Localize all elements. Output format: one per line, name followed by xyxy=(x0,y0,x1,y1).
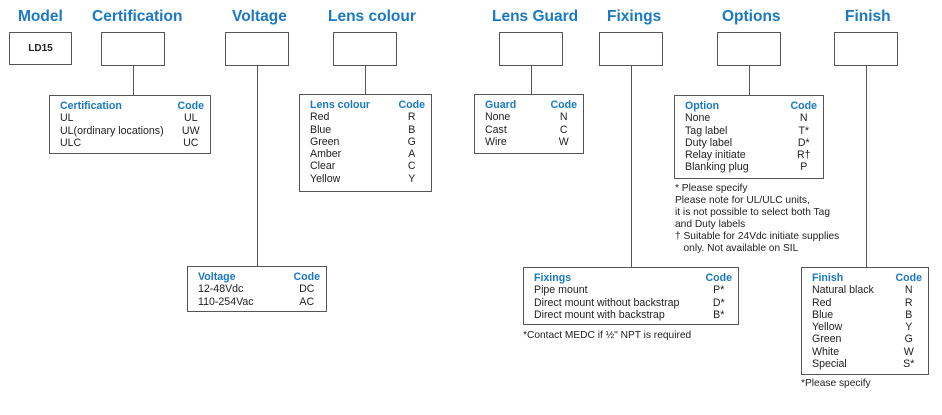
row-label: Natural black xyxy=(812,284,874,297)
table-row xyxy=(534,309,732,321)
note-line: and Duty labels xyxy=(675,219,746,230)
options-notes xyxy=(675,183,839,255)
lens-colour-connector xyxy=(365,66,366,94)
row-code: R xyxy=(904,296,913,309)
table-row xyxy=(812,309,922,321)
table-row xyxy=(310,111,425,123)
row-label: Red xyxy=(310,111,330,124)
table-row xyxy=(310,173,425,185)
column-header-code: Code xyxy=(177,100,204,112)
lens-guard-table xyxy=(474,94,584,154)
row-code: C xyxy=(407,160,416,173)
row-label: White xyxy=(812,345,840,358)
column-header-code: Code xyxy=(398,99,425,111)
table-row xyxy=(534,284,732,296)
row-code: UL xyxy=(183,112,198,125)
lens-colour-code-box[interactable] xyxy=(333,32,397,66)
header-model: Model xyxy=(18,8,63,25)
row-code: DC xyxy=(299,283,315,296)
column-header-name: Certification xyxy=(60,100,122,112)
row-label: Clear xyxy=(310,160,336,173)
certification-table xyxy=(49,95,211,154)
header-finish: Finish xyxy=(845,8,891,25)
row-label: Green xyxy=(310,135,340,148)
header-lens-colour: Lens colour xyxy=(328,8,416,25)
options-connector xyxy=(749,66,750,95)
row-code: N xyxy=(904,284,913,297)
table-row xyxy=(485,111,577,123)
table-row xyxy=(534,297,732,309)
fixings-note: *Contact MEDC if ½" NPT is required xyxy=(523,330,692,341)
table-header xyxy=(198,271,320,283)
row-code: G xyxy=(904,333,913,346)
row-code: UW xyxy=(181,124,200,137)
voltage-code-box[interactable] xyxy=(225,32,289,66)
row-code: Y xyxy=(408,172,416,185)
table-row xyxy=(685,149,817,161)
row-label: Direct mount without backstrap xyxy=(534,296,680,309)
lens-guard-code-box[interactable] xyxy=(499,32,563,66)
row-label: Yellow xyxy=(812,321,843,334)
row-label: Pipe mount xyxy=(534,284,588,297)
note-line: it is not possible to select both Tag xyxy=(675,207,830,218)
row-code: C xyxy=(559,123,568,136)
note-line: only. Not available on SIL xyxy=(675,243,799,254)
table-row xyxy=(812,346,922,358)
row-label: UL xyxy=(60,112,74,125)
fixings-table xyxy=(523,267,739,325)
table-header xyxy=(60,100,204,112)
row-label: UL(ordinary locations) xyxy=(60,124,164,137)
fixings-connector xyxy=(631,66,632,267)
options-table xyxy=(674,95,824,179)
finish-code-box[interactable] xyxy=(834,32,898,66)
lens-guard-connector xyxy=(531,66,532,94)
row-code: N xyxy=(559,111,568,124)
voltage-connector xyxy=(257,66,258,266)
header-certification: Certification xyxy=(92,8,183,25)
row-code: S* xyxy=(903,358,915,371)
column-header-name: Voltage xyxy=(198,271,236,283)
table-header xyxy=(685,100,817,112)
row-code: R† xyxy=(796,149,811,162)
column-header-name: Fixings xyxy=(534,272,572,284)
voltage-table xyxy=(187,266,327,312)
row-label: ULC xyxy=(60,136,82,149)
certification-connector xyxy=(133,66,134,95)
row-code: D* xyxy=(712,296,725,309)
row-label: 12-48Vdc xyxy=(198,283,244,296)
table-header xyxy=(534,272,732,284)
column-header-code: Code xyxy=(705,272,732,284)
row-code: R xyxy=(407,111,416,124)
row-label: None xyxy=(485,111,511,124)
column-header-code: Code xyxy=(895,272,922,284)
row-label: Tag label xyxy=(685,124,728,137)
row-label: Green xyxy=(812,333,842,346)
column-header-code: Code xyxy=(293,271,320,283)
table-row xyxy=(685,161,817,173)
note-line: Please note for UL/ULC units, xyxy=(675,195,810,206)
row-code: G xyxy=(407,135,416,148)
note-line: * Please specify xyxy=(675,183,748,194)
fixings-code-box[interactable] xyxy=(599,32,663,66)
row-code: P* xyxy=(713,284,725,297)
row-label: Relay initiate xyxy=(685,149,746,162)
table-row xyxy=(812,284,922,296)
column-header-name: Lens colour xyxy=(310,99,371,111)
row-label: Blanking plug xyxy=(685,161,749,174)
column-header-code: Code xyxy=(790,100,817,112)
finish-connector xyxy=(866,66,867,267)
options-code-box[interactable] xyxy=(717,32,781,66)
row-label: Cast xyxy=(485,123,507,136)
row-code: D* xyxy=(797,136,810,149)
header-fixings: Fixings xyxy=(607,8,662,25)
column-header-name: Guard xyxy=(485,99,517,111)
table-row xyxy=(812,333,922,345)
header-options: Options xyxy=(722,8,781,25)
table-row xyxy=(60,125,204,137)
row-code: AC xyxy=(299,295,315,308)
table-row xyxy=(685,137,817,149)
row-label: Wire xyxy=(485,135,507,148)
table-row xyxy=(310,148,425,160)
table-header xyxy=(485,99,577,111)
table-header xyxy=(310,99,425,111)
column-header-code: Code xyxy=(550,99,577,111)
row-label: None xyxy=(685,112,711,125)
header-voltage: Voltage xyxy=(232,8,287,25)
lens-colour-table xyxy=(299,94,432,192)
row-label: Blue xyxy=(812,308,834,321)
row-label: Special xyxy=(812,358,847,371)
row-code: B xyxy=(905,308,913,321)
model-code: LD15 xyxy=(28,43,53,54)
row-code: Y xyxy=(905,321,913,334)
model-code-box xyxy=(9,32,72,65)
finish-note: *Please specify xyxy=(801,378,871,389)
table-row xyxy=(485,124,577,136)
table-row xyxy=(60,112,204,124)
row-label: Yellow xyxy=(310,172,341,185)
row-label: Red xyxy=(812,296,832,309)
row-label: 110-254Vac xyxy=(198,295,254,308)
row-code: N xyxy=(799,112,808,125)
table-row xyxy=(685,125,817,137)
row-code: A xyxy=(408,148,416,161)
row-label: Duty label xyxy=(685,136,733,149)
row-label: Blue xyxy=(310,123,332,136)
table-row xyxy=(812,321,922,333)
row-code: B xyxy=(408,123,416,136)
row-label: Direct mount with backstrap xyxy=(534,308,665,321)
table-row xyxy=(685,112,817,124)
table-row xyxy=(198,283,320,295)
table-row xyxy=(198,296,320,308)
table-row xyxy=(812,358,922,370)
row-code: W xyxy=(903,345,914,358)
table-row xyxy=(310,124,425,136)
row-label: Amber xyxy=(310,148,342,161)
row-code: B* xyxy=(713,308,725,321)
column-header-name: Finish xyxy=(812,272,844,284)
table-row xyxy=(60,137,204,149)
row-code: UC xyxy=(183,136,199,149)
column-header-name: Option xyxy=(685,100,720,112)
table-row xyxy=(812,297,922,309)
note-line: † Suitable for 24Vdc initiate supplies xyxy=(675,231,840,242)
row-code: W xyxy=(558,135,569,148)
certification-code-box[interactable] xyxy=(101,32,165,66)
row-code: P xyxy=(800,161,808,174)
table-row xyxy=(485,136,577,148)
table-row xyxy=(310,160,425,172)
row-code: T* xyxy=(798,124,810,137)
table-header xyxy=(812,272,922,284)
header-lens-guard: Lens Guard xyxy=(492,8,579,25)
table-row xyxy=(310,136,425,148)
finish-table xyxy=(801,267,929,375)
